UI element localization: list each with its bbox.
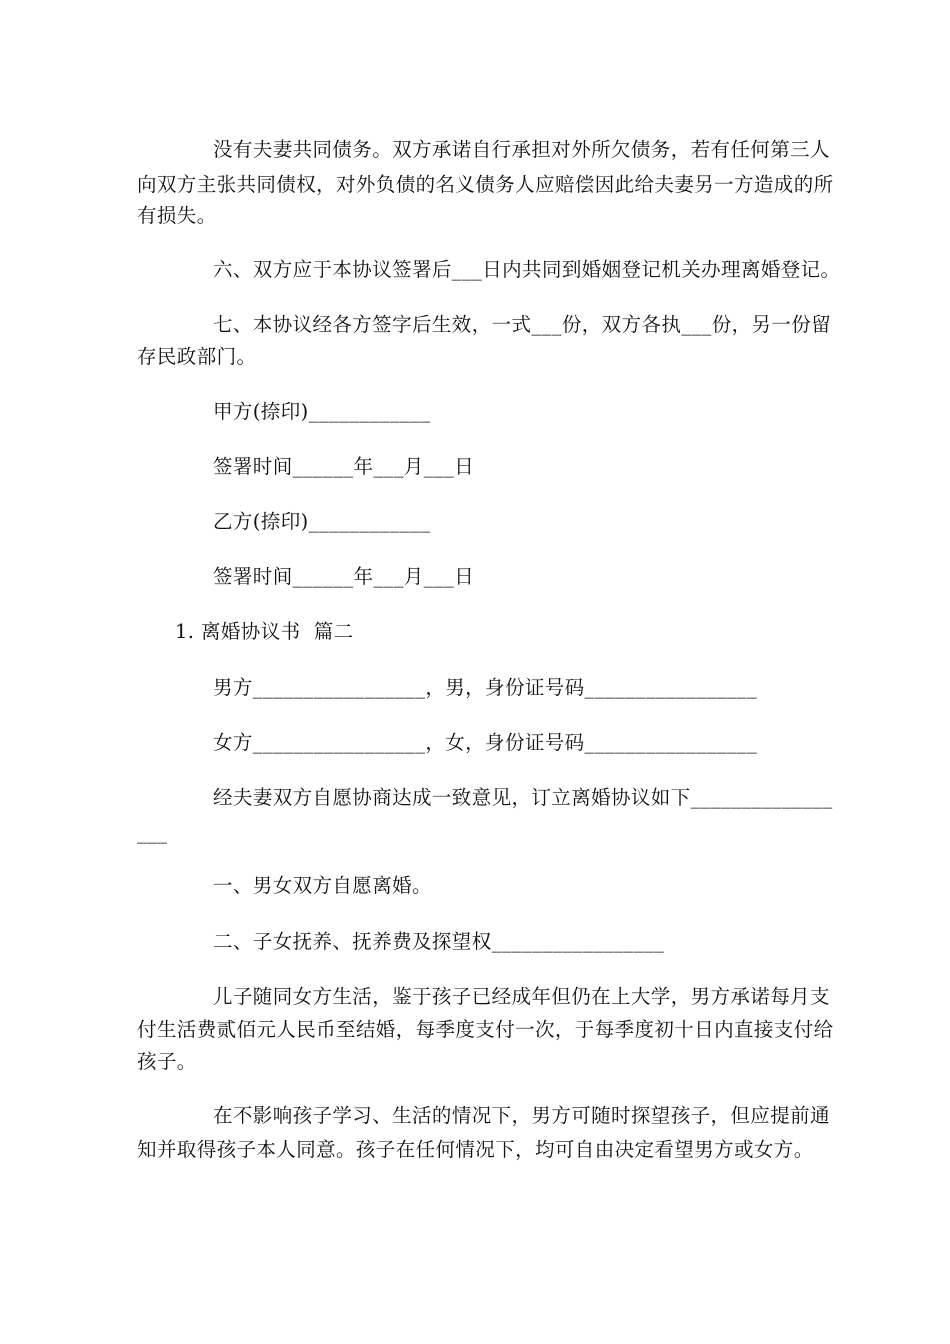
text-line: 女方_________________，女，身份证号码_________________ xyxy=(213,731,758,754)
signature-line-party-a: 甲方(捺印)____________ xyxy=(213,400,431,423)
text-line: 六、双方应于本协议签署后___日内共同到婚姻登记机关办理离婚登记。 xyxy=(213,258,841,281)
text-line: 向双方主张共同债权，对外负债的名义债务人应赔偿因此给夫妻另一方造成的所 xyxy=(137,173,834,196)
signature-date-line: 签署时间______年___月___日 xyxy=(213,455,475,478)
text-line: 没有夫妻共同债务。双方承诺自行承担对外所欠债务，若有任何第三人 xyxy=(213,138,830,161)
text-line: 男方_________________，男，身份证号码_________________ xyxy=(213,676,758,699)
text-line: 存民政部门。 xyxy=(137,345,257,368)
text-line: 付生活费贰佰元人民币至结婚，每季度支付一次，于每季度初十日内直接支付给 xyxy=(137,1018,834,1041)
text-line: 知并取得孩子本人同意。孩子在任何情况下，均可自由决定看望男方或女方。 xyxy=(137,1138,814,1161)
signature-line-party-b: 乙方(捺印)____________ xyxy=(213,510,431,533)
text-line: 七、本协议经各方签字后生效，一式___份，双方各执___份，另一份留 xyxy=(213,313,832,336)
text-line: 二、子女抚养、抚养费及探望权_________________ xyxy=(213,930,665,953)
section-heading: 1. 离婚协议书 篇二 xyxy=(175,620,354,643)
text-line: 儿子随同女方生活，鉴于孩子已经成年但仍在上大学，男方承诺每月支 xyxy=(213,985,830,1008)
text-line: 在不影响孩子学习、生活的情况下，男方可随时探望孩子，但应提前通 xyxy=(213,1104,830,1127)
text-line: 一、男女双方自愿离婚。 xyxy=(213,874,432,897)
text-line: 有损失。 xyxy=(137,204,217,227)
text-line: ___ xyxy=(137,821,168,844)
text-line: 孩子。 xyxy=(137,1050,197,1073)
signature-date-line: 签署时间______年___月___日 xyxy=(213,565,475,588)
text-line: 经夫妻双方自愿协商达成一致意见，订立离婚协议如下______________ xyxy=(213,786,833,809)
